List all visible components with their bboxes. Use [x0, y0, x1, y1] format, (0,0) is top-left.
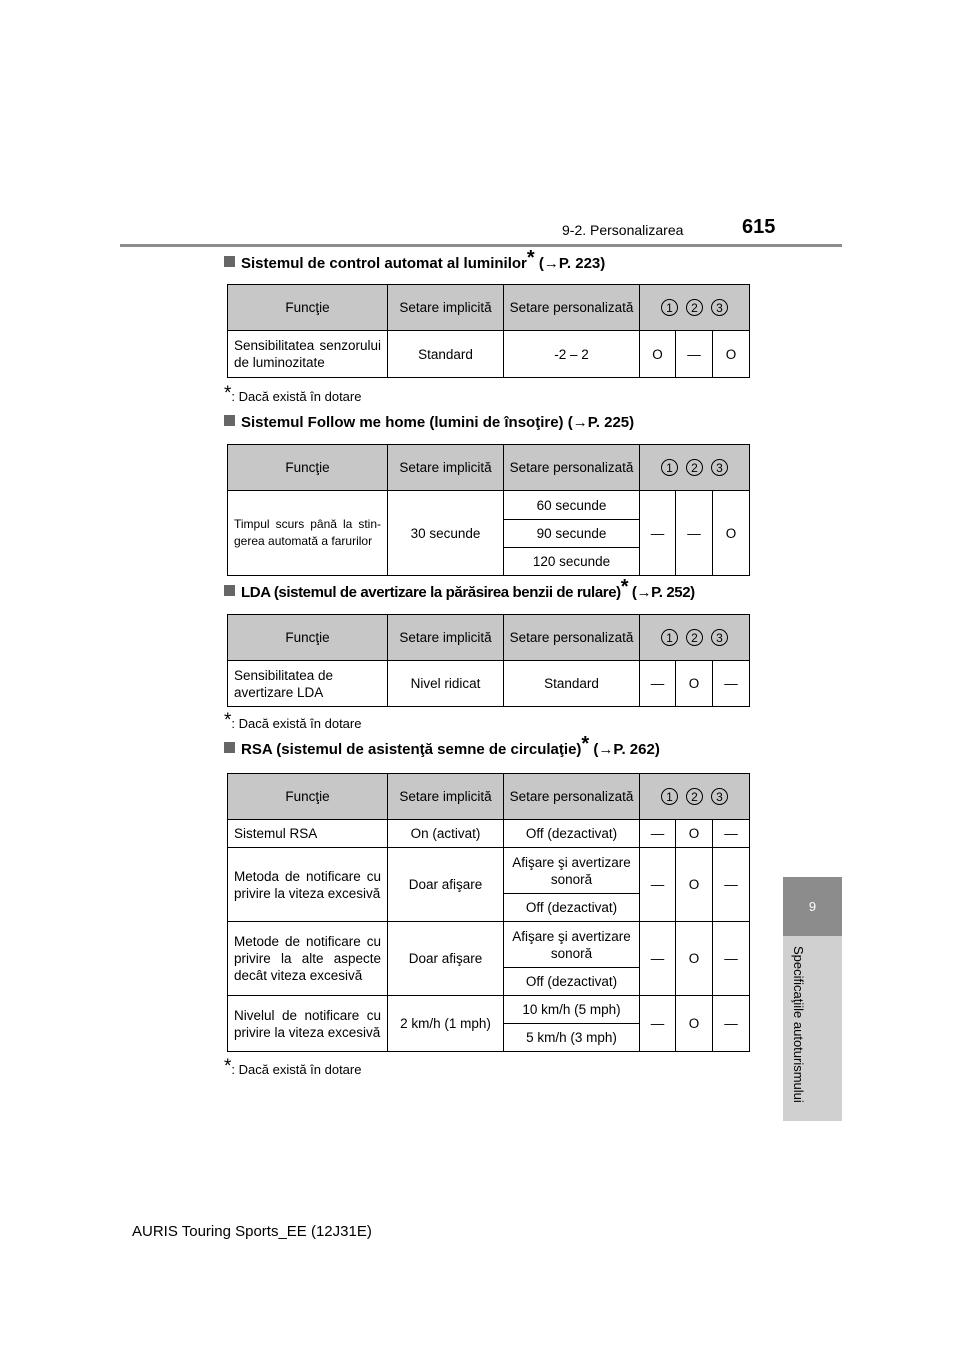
- table-header-row: Funcţie Setare implicită Setare personalizată 1 2 3: [228, 285, 750, 331]
- section-heading-lda: LDA (sistemul de avertizare la părăsirea benzii de rulare)* (→P. 252): [224, 584, 695, 601]
- bullet-square-icon: [224, 415, 235, 426]
- table-header-row: Funcţie Setare implicită Setare personalizată 1 2 3: [228, 615, 750, 661]
- section-heading-light-control: Sistemul de control automat al luminilor* (→P. 223): [224, 255, 605, 272]
- table-row: Off (dezactivat): [228, 968, 750, 996]
- table-row: Sistemul RSA On (activat) Off (dezactivat) — O —: [228, 820, 750, 848]
- section-heading-rsa: RSA (sistemul de asistenţă semne de circulaţie)* (→P. 262): [224, 741, 660, 758]
- settings-table-follow-me-home: [227, 444, 750, 576]
- table-row: Timpul scurs până la stin-gerea automată a farurilor 30 secunde 60 secunde — — O: [228, 491, 750, 520]
- bullet-square-icon: [224, 742, 235, 753]
- page-number: 615: [742, 216, 776, 238]
- footnote: *: Dacă există în dotare: [224, 710, 362, 731]
- settings-table-rsa: [227, 773, 750, 1052]
- section-heading-follow-me-home: Sistemul Follow me home (lumini de însoţire) (→P. 225): [224, 414, 634, 431]
- table-row: Metoda de notificare cu privire la viteza excesivă Doar afişare Afişare şi avertizare sonoră — O —: [228, 848, 750, 894]
- table-row: Metode de notificare cu privire la alte aspecte decât viteza excesivă Doar afişare Afişare şi avertizare sonoră — O —: [228, 922, 750, 968]
- table-row: Off (dezactivat): [228, 894, 750, 922]
- table-row: 5 km/h (3 mph): [228, 1024, 750, 1052]
- chapter-tab-number: 9: [783, 877, 842, 936]
- table-row: 90 secunde: [228, 520, 750, 548]
- footer-model: AURIS Touring Sports_EE (12J31E): [132, 1223, 372, 1240]
- column-number-badges: 1 2 3: [640, 445, 750, 491]
- column-number-badges: 1 2 3: [640, 774, 750, 820]
- table-row: Sensibilitatea senzorului de luminozitate Standard -2 – 2 O — O: [228, 331, 750, 378]
- table-header-row: Funcţie Setare implicită Setare personalizată 1 2 3: [228, 774, 750, 820]
- bullet-square-icon: [224, 256, 235, 267]
- header-rule: [120, 244, 842, 247]
- column-number-badges: 1 2 3: [640, 615, 750, 661]
- settings-table-lda: [227, 614, 750, 707]
- column-number-badges: 1 2 3: [640, 285, 750, 331]
- chapter-tab-label: Specificaţiile autoturismului: [791, 946, 806, 1103]
- footnote: *: Dacă există în dotare: [224, 1056, 362, 1077]
- section-header: 9-2. Personalizarea: [562, 222, 684, 238]
- footnote: *: Dacă există în dotare: [224, 383, 362, 404]
- bullet-square-icon: [224, 585, 235, 596]
- settings-table-light-control: [227, 284, 750, 378]
- table-row: 120 secunde: [228, 548, 750, 576]
- table-row: Sensibilitatea de avertizare LDA Nivel ridicat Standard — O —: [228, 661, 750, 707]
- table-header-row: Funcţie Setare implicită Setare personalizată 1 2 3: [228, 445, 750, 491]
- table-row: Nivelul de notificare cu privire la viteza excesivă 2 km/h (1 mph) 10 km/h (5 mph) — O —: [228, 996, 750, 1024]
